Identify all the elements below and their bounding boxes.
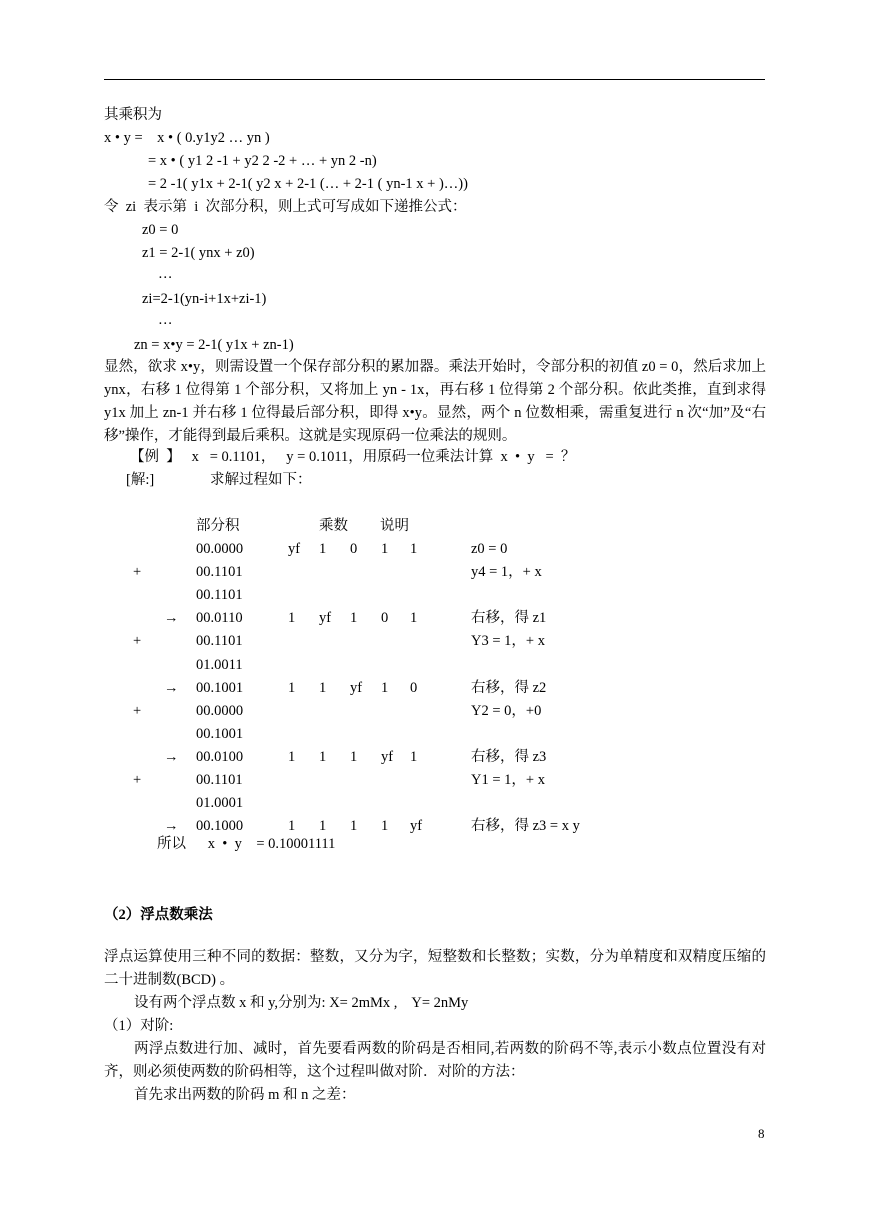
multiplier-bit: 1	[288, 749, 296, 765]
page-number: 8	[758, 1126, 765, 1141]
row-note: Y1 = 1，+ x	[471, 772, 545, 788]
row-note: 右移，得 z3	[471, 749, 547, 765]
partial-product: 00.0100	[196, 749, 244, 765]
multiplier-bit: 1	[350, 610, 358, 626]
subheading: （1）对阶:	[104, 1018, 174, 1034]
formula-line: zn = x•y = 2-1( y1x + zn-1)	[134, 337, 294, 353]
text-line: 其乘积为	[104, 107, 162, 123]
multiplier-bit: 0	[350, 541, 358, 557]
row-operator: →	[164, 680, 179, 696]
row-note: 右移，得 z2	[471, 680, 547, 696]
partial-product: 00.1101	[196, 587, 243, 603]
row-note: 右移，得 z1	[471, 610, 547, 626]
formula-line: zi=2-1(yn-i+1x+zi-1)	[142, 291, 267, 307]
multiplier-bit: yf	[350, 680, 363, 696]
row-note: z0 = 0	[471, 541, 508, 557]
multiplier-bit: yf	[288, 541, 301, 557]
partial-product: 00.0000	[196, 541, 244, 557]
text-line: = 2 -1( y1x + 2-1( y2 x + 2-1 (… + 2-1 ( yn-1 x + )…))	[148, 176, 468, 192]
row-operator: +	[133, 633, 142, 649]
row-operator: →	[164, 610, 179, 626]
text-line: 设有两个浮点数 x 和 y,分别为: X= 2mMx , Y= 2nMy	[134, 995, 469, 1011]
multiplier-bit: 1	[350, 749, 358, 765]
partial-product: 00.1101	[196, 564, 243, 580]
text-line: x • y = x • ( 0.y1y2 … yn )	[104, 130, 270, 146]
ellipsis: …	[158, 266, 173, 282]
partial-product: 00.1101	[196, 772, 243, 788]
formula-line: z1 = 2-1( ynx + z0)	[142, 245, 255, 261]
row-operator: →	[164, 749, 179, 765]
header-rule	[104, 79, 765, 80]
text-line: = x • ( y1 2 -1 + y2 2 -2 + … + yn 2 -n)	[148, 153, 377, 169]
row-note: 右移，得 z3 = x y	[471, 818, 580, 834]
text-line: 令 zi 表示第 i 次部分积，则上式可写成如下递推公式：	[104, 199, 467, 215]
row-note: Y3 = 1，+ x	[471, 633, 545, 649]
row-note: Y2 = 0，+0	[471, 703, 542, 719]
partial-product: 00.0000	[196, 703, 244, 719]
multiplier-bit: 1	[410, 541, 418, 557]
solution-text: 求解过程如下：	[210, 472, 312, 488]
multiplier-bit: 1	[381, 541, 389, 557]
multiplier-bit: 0	[410, 680, 418, 696]
ellipsis: …	[158, 312, 173, 328]
multiplier-bit: 1	[288, 680, 296, 696]
row-operator: →	[164, 818, 179, 834]
row-operator: +	[133, 772, 142, 788]
multiplier-bit: 1	[410, 610, 418, 626]
partial-product: 01.0011	[196, 657, 243, 673]
formula-line: z0 = 0	[142, 222, 179, 238]
paragraph-explanation: 显然，欲求 x•y，则需设置一个保存部分积的累加器。乘法开始时，令部分积的初值 z0 = 0，然后求加上 ynx，右移 1 位得第 1 个部分积，又将加上 yn - 1x，再右移 1 位得第 2 个部分积。依此类推，直到求得 y1x 加上 zn-1 并右移 1 位得最后部分积，即得 x•y。显然，两个 n 位数相乘，需重复进行 n 次“加”及“右移”操作，才能得到最后乘积。这就是实现原码一位乘法的规则。	[104, 359, 766, 444]
multiplier-bit: 1	[319, 541, 327, 557]
multiplier-bit: 1	[288, 610, 296, 626]
table-header: 乘数	[319, 518, 348, 534]
partial-product: 00.1000	[196, 818, 244, 834]
multiplier-bit: 0	[381, 610, 389, 626]
solution-label: [解:]	[126, 472, 155, 488]
paragraph-data-types: 浮点运算使用三种不同的数据：整数，又分为字，短整数和长整数；实数，分为单精度和双精度压缩的二十进制数(BCD) 。	[104, 949, 766, 988]
multiplier-bit: yf	[410, 818, 423, 834]
multiplier-bit: 1	[410, 749, 418, 765]
row-note: y4 = 1，+ x	[471, 564, 542, 580]
partial-product: 01.0001	[196, 795, 244, 811]
example-line: 【例 】 x = 0.1101， y = 0.1011，用原码一位乘法计算 x • y = ？	[130, 449, 576, 465]
partial-product: 00.1001	[196, 680, 244, 696]
multiplier-bit: yf	[319, 610, 332, 626]
table-header: 部分积	[196, 518, 240, 534]
multiplier-bit: 1	[319, 818, 327, 834]
multiplier-bit: 1	[381, 818, 389, 834]
multiplier-bit: yf	[381, 749, 394, 765]
paragraph-alignment: 两浮点数进行加、减时，首先要看两数的阶码是否相同,若两数的阶码不等,表示小数点位置没有对齐，则必须使两数的阶码相等，这个过程叫做对阶．对阶的方法：	[104, 1041, 766, 1080]
partial-product: 00.1101	[196, 633, 243, 649]
section-heading: （2）浮点数乘法	[104, 907, 213, 923]
partial-product: 00.0110	[196, 610, 243, 626]
row-operator: +	[133, 564, 142, 580]
partial-product: 00.1001	[196, 726, 244, 742]
text-line: 首先求出两数的阶码 m 和 n 之差：	[134, 1087, 356, 1103]
multiplier-bit: 1	[381, 680, 389, 696]
multiplier-bit: 1	[319, 680, 327, 696]
multiplier-bit: 1	[319, 749, 327, 765]
multiplier-bit: 1	[288, 818, 296, 834]
table-header: 说明	[380, 518, 409, 534]
result-line: 所以 x • y = 0.10001111	[157, 836, 336, 852]
multiplier-bit: 1	[350, 818, 358, 834]
row-operator: +	[133, 703, 142, 719]
